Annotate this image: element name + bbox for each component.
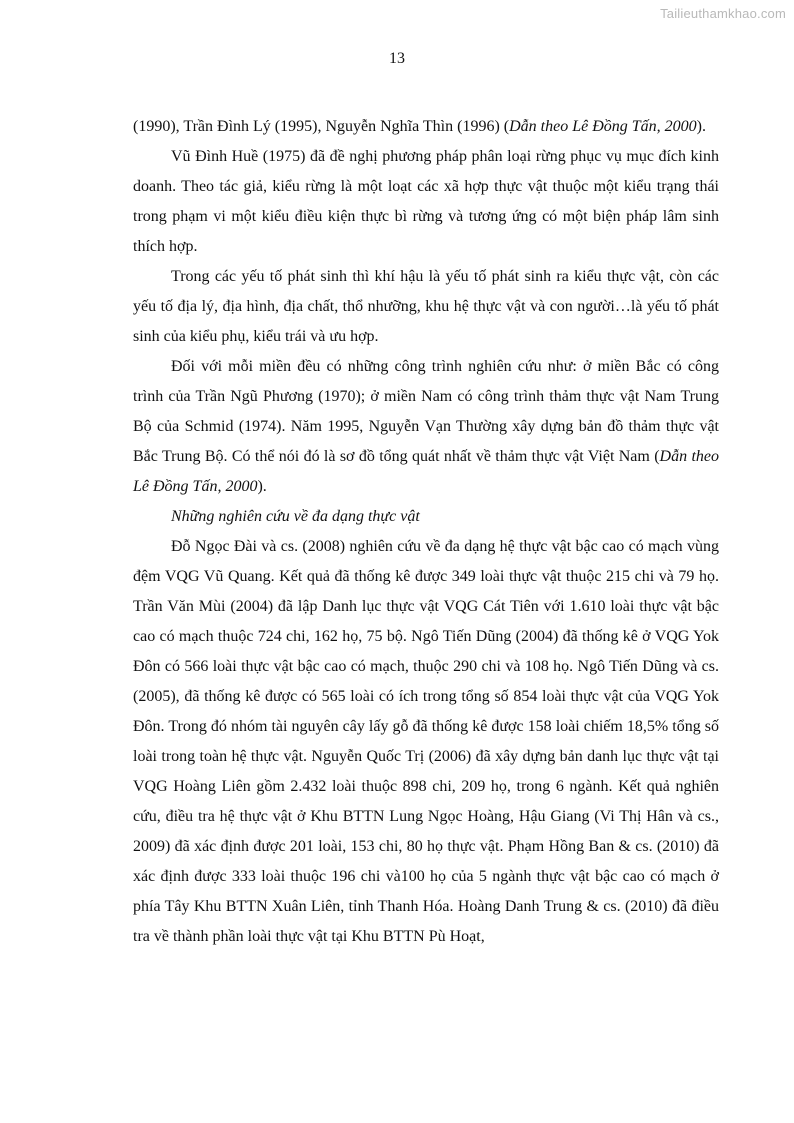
watermark: Tailieuthamkhao.com: [660, 6, 786, 21]
paragraph: Vũ Đình Huề (1975) đã đề nghị phương pháp phân loại rừng phục vụ mục đích kinh doanh. Theo tác giả, kiểu rừng là một loạt các xã hợp thực vật thuộc một kiểu trạng thái trong phạm vi một kiểu điều kiện thực bì rừng và tương ứng có một biện pháp lâm sinh thích hợp.: [133, 148, 719, 255]
section-heading: Những nghiên cứu về đa dạng thực vật: [171, 508, 420, 525]
paragraph-text-end: ).: [257, 478, 267, 495]
citation-italic: Dẫn theo Lê Đồng Tấn, 2000: [509, 118, 697, 135]
paragraph-text: Đối với mỗi miền đều có những công trình nghiên cứu như: ở miền Bắc có công trình của Trần Ngũ Phương (1970); ở miền Nam có công trình thảm thực vật Nam Trung Bộ của Schmid (1974). Năm 1995, Nguyễn Vạn Thường xây dựng bản đồ thảm thực vật Bắc Trung Bộ. Có thể nói đó là sơ đồ tổng quát nhất về thảm thực vật Việt Nam (: [133, 358, 719, 465]
document-body: [133, 112, 719, 952]
paragraph: Trong các yếu tố phát sinh thì khí hậu là yếu tố phát sinh ra kiểu thực vật, còn các yếu tố địa lý, địa hình, địa chất, thổ nhưỡng, khu hệ thực vật và con người…là yếu tố phát sinh của kiểu phụ, kiểu trái và ưu hợp.: [133, 268, 719, 345]
citation-italic: Dẫn theo Lê Đồng Tấn, 2000: [133, 448, 719, 495]
paragraph: Đỗ Ngọc Đài và cs. (2008) nghiên cứu về đa dạng hệ thực vật bậc cao có mạch vùng đệm VQG Vũ Quang. Kết quả đã thống kê được 349 loài thực vật thuộc 215 chi và 79 họ. Trần Văn Mùi (2004) đã lập Danh lục thực vật VQG Cát Tiên với 1.610 loài thực vật bậc cao có mạch thuộc 724 chi, 162 họ, 75 bộ. Ngô Tiến Dũng (2004) đã thống kê ở VQG Yok Đôn có 566 loài thực vật bậc cao có mạch, thuộc 290 chi và 108 họ. Ngô Tiến Dũng và cs. (2005), đã thống kê được có 565 loài có ích trong tổng số 854 loài thực vật của VQG Yok Đôn. Trong đó nhóm tài nguyên cây lấy gỗ đã thống kê được 158 loài chiếm 18,5% tổng số loài trong toàn hệ thực vật. Nguyễn Quốc Trị (2006) đã xây dựng bản danh lục thực vật tại VQG Hoàng Liên gồm 2.432 loài thuộc 898 chi, 209 họ, trong 6 ngành. Kết quả nghiên cứu, điều tra hệ thực vật ở Khu BTTN Lung Ngọc Hoàng, Hậu Giang (Vi Thị Hân và cs., 2009) đã xác định được 201 loài, 153 chi, 80 họ thực vật. Phạm Hồng Ban & cs. (2010) đã xác định được 333 loài thuộc 196 chi và100 họ của 5 ngành thực vật bậc cao có mạch ở phía Tây Khu BTTN Xuân Liên, tỉnh Thanh Hóa. Hoàng Danh Trung & cs. (2010) đã điều tra về thành phần loài thực vật tại Khu BTTN Pù Hoạt,: [133, 538, 719, 945]
page-number: 13: [389, 50, 405, 67]
paragraph: [133, 352, 719, 502]
paragraph-text-end: ).: [696, 118, 706, 135]
paragraph-text: (1990), Trần Đình Lý (1995), Nguyễn Nghĩa Thìn (1996) (: [133, 118, 510, 135]
paragraph-continuation: [133, 112, 719, 142]
